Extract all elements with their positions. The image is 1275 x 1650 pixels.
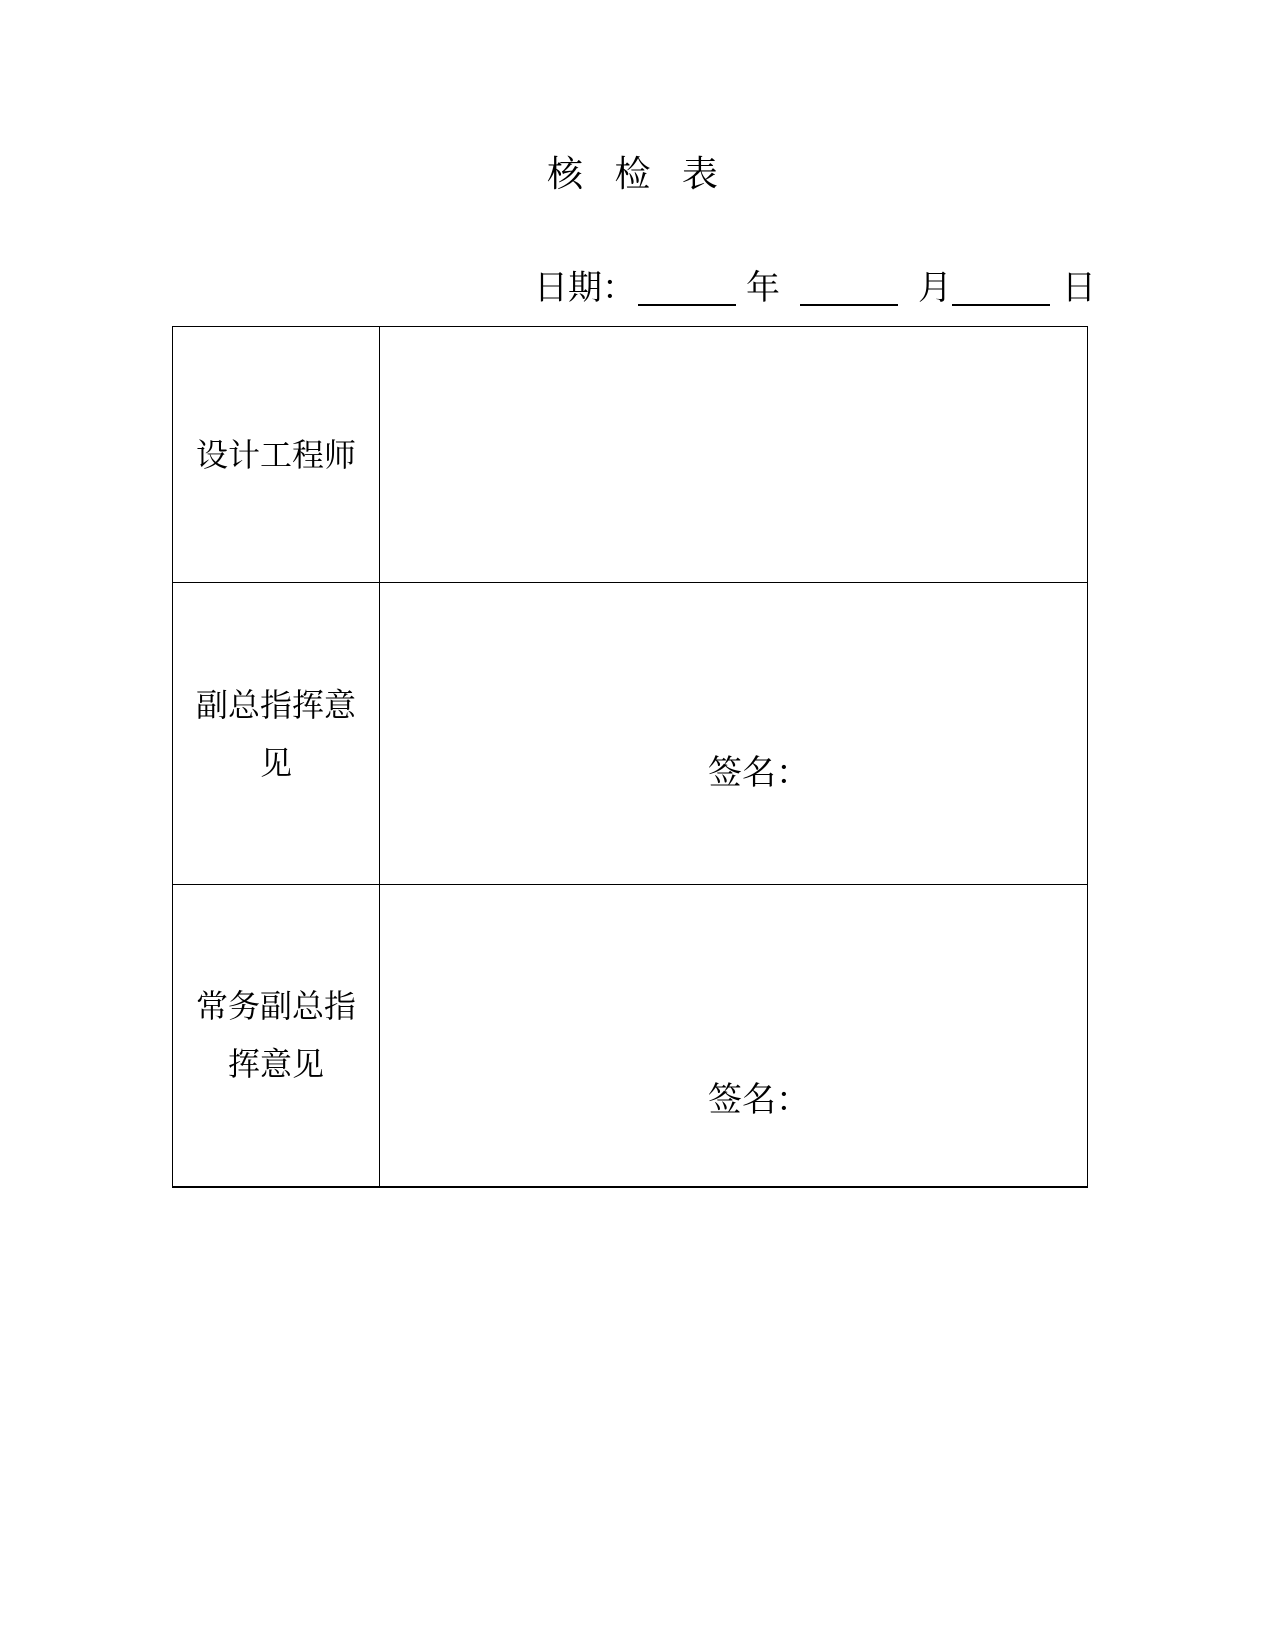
month-unit: 月 [918, 268, 952, 308]
row-label: 常务副总指挥意见 [195, 987, 356, 1084]
deputy-commander-opinion-cell[interactable] [380, 583, 1088, 885]
row-label: 设计工程师 [195, 435, 356, 474]
row-label-cell [173, 583, 380, 885]
table-row-deputy-commander [173, 583, 1088, 885]
row-label: 副总指挥意见 [195, 685, 356, 782]
designer-opinion-cell[interactable] [380, 327, 1088, 583]
day-blank-field[interactable] [952, 268, 1050, 306]
date-line [534, 262, 1096, 312]
review-table [172, 326, 1088, 1188]
year-blank-field[interactable] [638, 268, 736, 306]
signature-label: 签名： [708, 753, 810, 793]
month-blank-field[interactable] [800, 268, 898, 306]
table-row-designer [173, 327, 1088, 583]
year-unit: 年 [746, 268, 780, 308]
row-label-cell [173, 327, 380, 583]
executive-deputy-commander-opinion-cell[interactable] [380, 885, 1088, 1187]
row-label-cell [173, 885, 380, 1187]
day-unit: 日 [1062, 268, 1096, 308]
date-label: 日期： [534, 268, 636, 308]
table-row-executive-deputy-commander [173, 885, 1088, 1187]
signature-label: 签名： [708, 1080, 810, 1120]
form-title: 核 检 表 [547, 154, 728, 195]
